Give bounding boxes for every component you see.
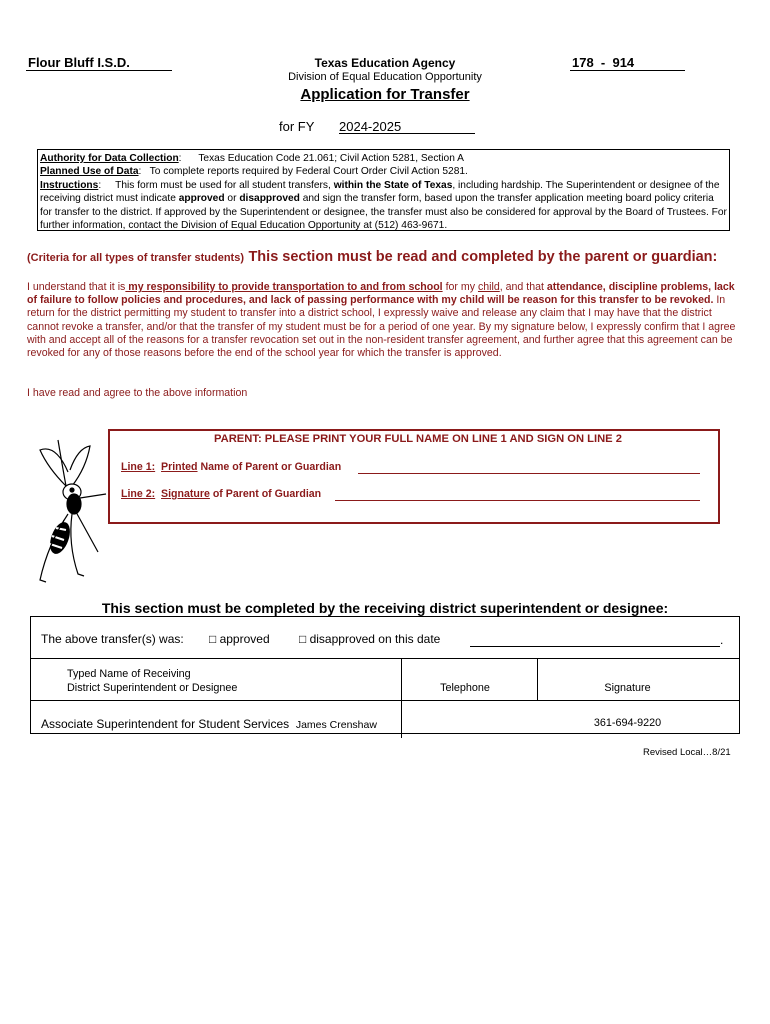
- parent-section-title: This section must be read and completed by the parent or guardian:: [248, 249, 718, 265]
- typed-name-header-2: District Superintendent or Designee: [67, 682, 238, 694]
- parent-signature-field[interactable]: [335, 500, 700, 501]
- line1-rest: Name of Parent or Guardian: [197, 461, 342, 473]
- instructions-bold-approved: approved: [178, 193, 225, 205]
- position-title: Associate Superintendent for Student Services: [41, 717, 290, 731]
- table-right-border: [739, 616, 740, 734]
- instructions-text-2: , including hardship. The Superintendent or designee of the receiving district must indicate: [40, 179, 720, 205]
- disapproved-checkbox[interactable]: □ disapproved on this date: [299, 632, 441, 646]
- district-code: 178 - 914: [572, 55, 635, 70]
- authority-text: Texas Education Code 21.061; Civil Action 5281, Section A: [198, 153, 464, 164]
- line1-number: Line 1:: [121, 461, 156, 473]
- instructions-label: Instructions: [40, 179, 99, 191]
- date-period: .: [720, 633, 724, 647]
- decision-date-field[interactable]: [470, 646, 720, 647]
- line2-number: Line 2:: [121, 488, 156, 500]
- agreement-part-3: , and that: [499, 281, 547, 293]
- transportation-responsibility: my responsibility to provide transportation to and from school: [125, 281, 443, 293]
- table-bottom-border: [30, 733, 740, 734]
- line2-signature: Signature: [161, 488, 210, 500]
- table-col-divider-1: [401, 658, 402, 738]
- instructions-text-3: or: [224, 193, 240, 205]
- parent-agreement-text: [27, 281, 743, 360]
- instructions-text-1: This form must be used for all student transfers,: [115, 179, 334, 191]
- table-left-border: [30, 616, 31, 734]
- fiscal-year-label: for FY: [279, 119, 315, 134]
- superintendent-name: James Crenshaw: [295, 719, 377, 731]
- agreement-part-4: In return for the district permitting my student to transfer into a district school, I expressly waive and release any claim that I may have that the district cannot revoke a transfer, and/or that the transfer of my student must be for a period of one year. By my signature below, I expressly confirm that I agree with and accept all of the reasons for a transfer revocation set out in the non-resident transfer agreement, and further agree that this agreement can be revoked for any of those reasons before the end of the school year for which the transfer is approved.: [27, 294, 736, 360]
- table-row-divider: [30, 658, 740, 659]
- instructions-row: Instructions: This form must be used for all student transfers, within the State of Texas, including hardship. The Superintendent or designee of the receiving district must indicate approved or disapproved and sign the transfer form, based upon the transfer application meeting board policy criteria for transfer to the district. If approved by the Superintendent or designee, the transfer must also be considered for approval by the Board of Trustees. For further information, contact the Division of Equal Education Opportunity at (512) 463-9671.: [40, 179, 727, 232]
- approved-checkbox[interactable]: □ approved: [209, 632, 270, 646]
- form-title: Application for Transfer: [300, 86, 470, 103]
- instructions-bold-state: within the State of Texas: [333, 179, 453, 191]
- parent-section-heading: [27, 248, 747, 267]
- revocation-reasons: attendance, discipline problems, lack of failure to follow policies and procedures, and lack of passing performance with my child will be reason for this transfer to be revoked.: [27, 281, 735, 307]
- superintendent-phone: 361-694-9220: [593, 717, 662, 729]
- division-name: Division of Equal Education Opportunity: [288, 71, 482, 83]
- line1-label: [121, 461, 341, 473]
- table-col-divider-2: [537, 658, 538, 700]
- telephone-header: Telephone: [440, 682, 490, 694]
- fiscal-year-underline: [339, 133, 475, 134]
- line2-label: [121, 488, 321, 500]
- criteria-note: (Criteria for all types of transfer students): [27, 252, 244, 264]
- instructions-text-4: and sign the transfer form, based upon the transfer application meeting board policy criteria for transfer to the district. If approved by the Superintendent or designee, the transfer must also be considered for approval by the Board of Trustees. For further information, contact the Division of Equal Education Opportunity at (512) 463-9671.: [40, 193, 727, 232]
- district-underline: [26, 70, 172, 71]
- district-name: Flour Bluff I.S.D.: [28, 55, 130, 70]
- fiscal-year-value: 2024-2025: [339, 119, 402, 134]
- transfer-status-label: The above transfer(s) was:: [41, 632, 184, 646]
- planned-use-text: To complete reports required by Federal Court Order Civil Action 5281.: [149, 166, 468, 178]
- planned-use-row: Planned Use of Data: To complete reports required by Federal Court Order Civil Action 5281.: [40, 166, 468, 178]
- planned-use-label: Planned Use of Data: [40, 166, 139, 178]
- agreement-part-1: I understand that it is: [27, 281, 126, 293]
- revision-note: Revised Local…8/21: [643, 747, 731, 758]
- parent-name-field[interactable]: [358, 473, 700, 474]
- agreement-part-2: for my: [442, 281, 478, 293]
- parent-box-heading: PARENT: PLEASE PRINT YOUR FULL NAME ON LINE 1 AND SIGN ON LINE 2: [214, 433, 622, 445]
- child-word: child: [477, 281, 500, 293]
- signature-header: Signature: [604, 682, 651, 694]
- data-collection-info-box: [37, 149, 730, 231]
- district-code-underline: [570, 70, 685, 71]
- superintendent-position: [41, 717, 377, 731]
- receiving-section-heading: This section must be completed by the receiving district superintendent or designee:: [101, 600, 669, 616]
- table-top-border: [30, 616, 740, 617]
- line2-rest: of Parent of Guardian: [209, 488, 322, 500]
- line1-printed: Printed: [161, 461, 198, 473]
- authority-label: Authority for Data Collection: [40, 153, 179, 164]
- agreement-statement: I have read and agree to the above information: [27, 387, 248, 399]
- instructions-bold-disapproved: disapproved: [239, 193, 300, 205]
- table-header-divider: [30, 700, 740, 701]
- typed-name-header-1: Typed Name of Receiving: [67, 668, 191, 680]
- agency-name: Texas Education Agency: [314, 56, 456, 70]
- authority-row: Authority for Data Collection: Texas Education Code 21.061; Civil Action 5281, Section A: [40, 153, 464, 164]
